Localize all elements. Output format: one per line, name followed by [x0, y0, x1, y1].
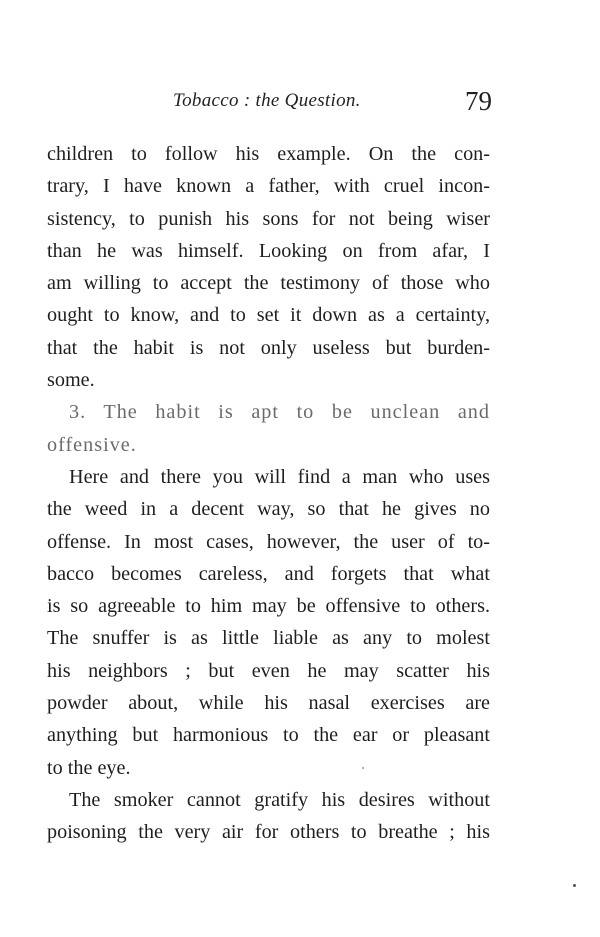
page-number: 79 [465, 86, 492, 116]
text-line: that the habit is not only useless but burden- [47, 336, 490, 359]
text-line: than he was himself. Looking on from afar, I [47, 239, 490, 262]
text-line: poisoning the very air for others to breathe ; his [47, 821, 490, 844]
text-line: Here and there you will find a man who uses [69, 465, 490, 488]
running-title: Tobacco : the Question. [173, 90, 361, 111]
paper-speck [362, 767, 364, 769]
text-line: some. [47, 369, 95, 392]
text-line: ought to know, and to set it down as a certainty, [47, 304, 490, 327]
text-line: powder about, while his nasal exercises are [47, 692, 490, 715]
running-head [48, 86, 500, 126]
text-line: offense. In most cases, however, the user of to- [47, 530, 490, 553]
text-line: bacco becomes careless, and forgets that what [47, 562, 490, 585]
text-line: children to follow his example. On the con- [47, 143, 490, 165]
text-line: offensive. [47, 433, 137, 456]
text-line: The snuffer is as little liable as any to molest [47, 627, 490, 650]
text-line: to the eye. [47, 756, 131, 779]
text-line: 3. The habit is apt to be unclean and [69, 401, 490, 424]
text-line: sistency, to punish his sons for not being wiser [47, 207, 490, 230]
text-line: am willing to accept the testimony of those who [47, 272, 490, 295]
text-line: trary, I have known a father, with cruel incon- [47, 175, 490, 198]
text-line: the weed in a decent way, so that he gives no [47, 498, 490, 521]
text-line: his neighbors ; but even he may scatter his [47, 659, 490, 682]
body-text [47, 138, 490, 849]
text-line: The smoker cannot gratify his desires without [69, 788, 490, 811]
text-line: anything but harmonious to the ear or pleasant [47, 724, 490, 747]
text-line: is so agreeable to him may be offensive to others. [47, 595, 490, 618]
paper-speck [573, 884, 576, 887]
